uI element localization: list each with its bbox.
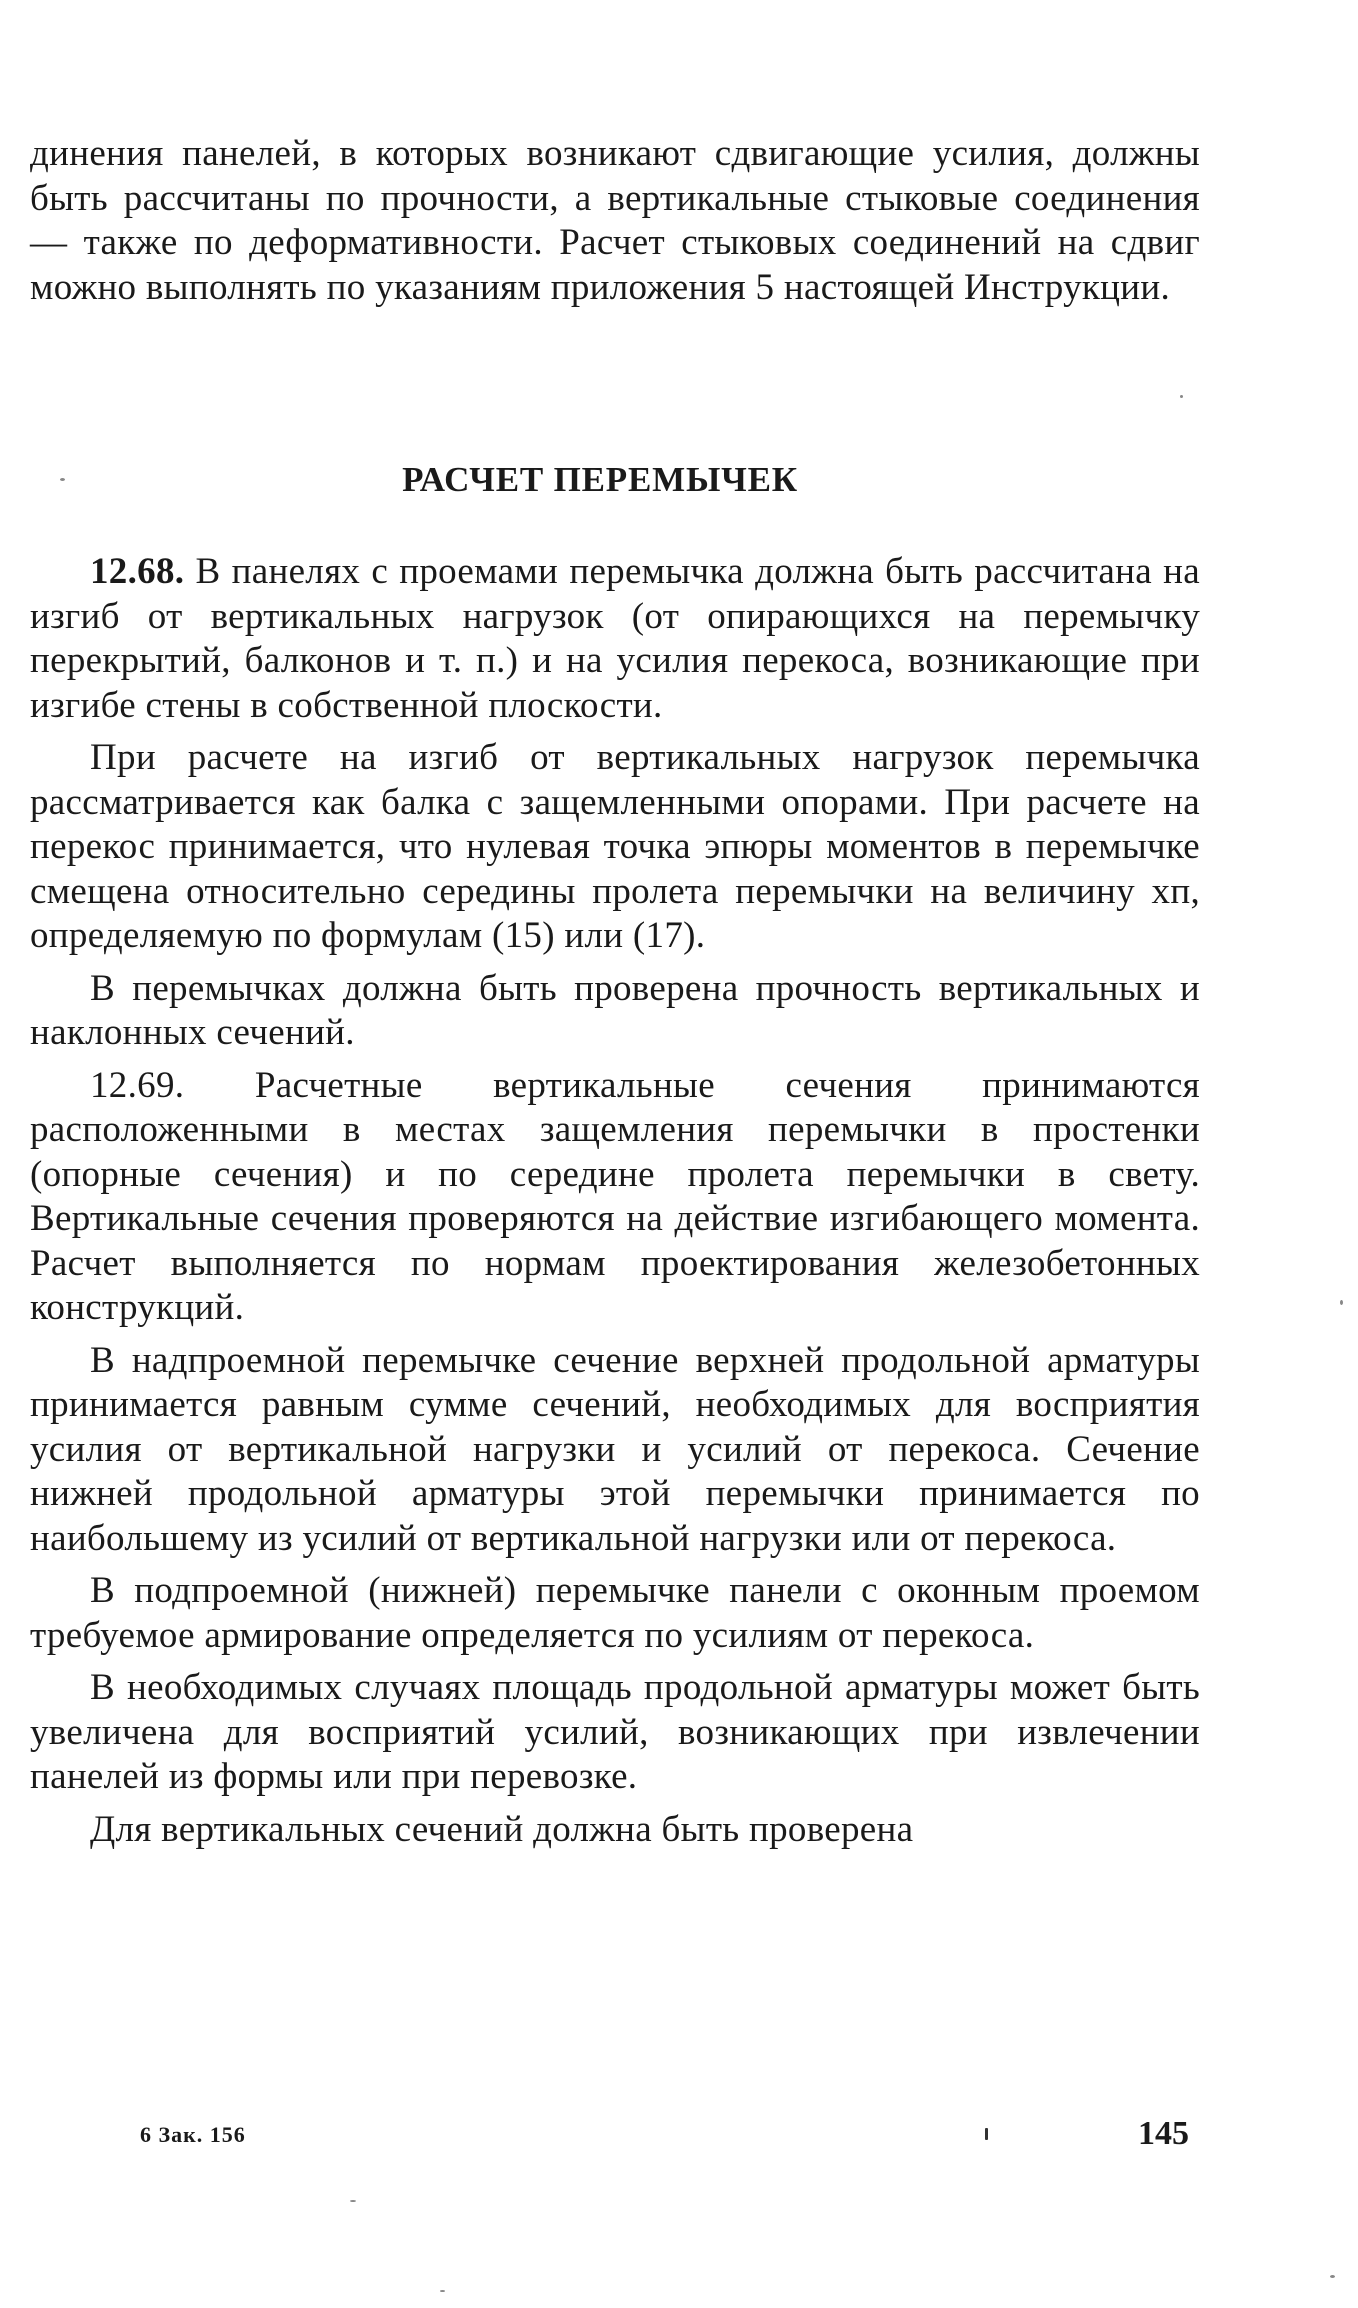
footer-order-mark: 6 Зак. 156 [140,2122,246,2147]
clause-number: 12.68. [90,551,185,592]
scan-speck [60,478,65,481]
clause-text: В панелях с проемами перемычка должна быть рассчитана на изгиб от вертикальных нагрузок (от опирающихся на перемычку перекрытий, балконов и т. п.) и на усилия перекоса, возникающие при изгибе стены в собственной плоскости. [30,551,1200,726]
paragraph-bending: При расчете на изгиб от вертикальных нагрузок перемычка рассматривается как балка с защемленными опорами. При расчете на перекос принимается, что нулевая точка эпюры моментов в перемычке смещена относительно середины пролета перемычки на величину xп, определяемую по формулам (15) или (17). [30,737,1200,956]
scan-speck [1340,1300,1343,1305]
section-heading: РАСЧЕТ ПЕРЕМЫЧЕК [402,460,798,499]
page-number: 145 [1138,2115,1189,2152]
paragraph-reinforcement: В необходимых случаях площадь продольной арматуры может быть увеличена для восприятий усилий, возникающих при извлечении панелей из формы или при перевозке. [30,1667,1200,1797]
scan-speck [440,2290,445,2292]
paragraph-vertical-sections: Для вертикальных сечений должна быть проверена [90,1808,914,1850]
continued-paragraph: динения панелей, в которых возникают сдвигающие усилия, должны быть рассчитаны по прочности, а вертикальные стыковые соединения — также по деформативности. Расчет стыковых соединений на сдвиг можно выполнять по указаниям приложения 5 настоящей Инструкции. [30,133,1200,308]
scan-speck [1330,2275,1335,2278]
scan-speck [985,2128,988,2140]
paragraph-strength: В перемычках должна быть проверена прочность вертикальных и наклонных сечений. [30,967,1200,1053]
clause-text: Расчетные вертикальные сечения принимаются расположенными в местах защемления перемычки в простенки (опорные сечения) и по середине пролета перемычки в свету. Вертикальные сечения проверяются на действие изгибающего момента. Расчет выполняется по нормам проектирования железобетонных конструкций. [30,1064,1200,1328]
scan-speck [350,2200,356,2202]
body-text-top [30,132,1200,310]
paragraph-12-69 [30,1064,1200,1331]
body-text-main [30,550,1200,1852]
paragraph-12-68 [30,550,1200,728]
paragraph-lower-lintel: В подпроемной (нижней) перемычке панели с оконным проемом требуемое армирование определяется по усилиям от перекоса. [30,1570,1200,1656]
clause-number: 12.69. [90,1064,185,1106]
paragraph-upper-lintel: В надпроемной перемычке сечение верхней продольной арматуры принимается равным сумме сечений, необходимых для восприятия усилия от вертикальной нагрузки и усилий от перекоса. Сечение нижней продольной арматуры этой перемычки принимается по наибольшему из усилий от вертикальной нагрузки или от перекоса. [30,1339,1200,1559]
scan-speck [1180,395,1183,398]
